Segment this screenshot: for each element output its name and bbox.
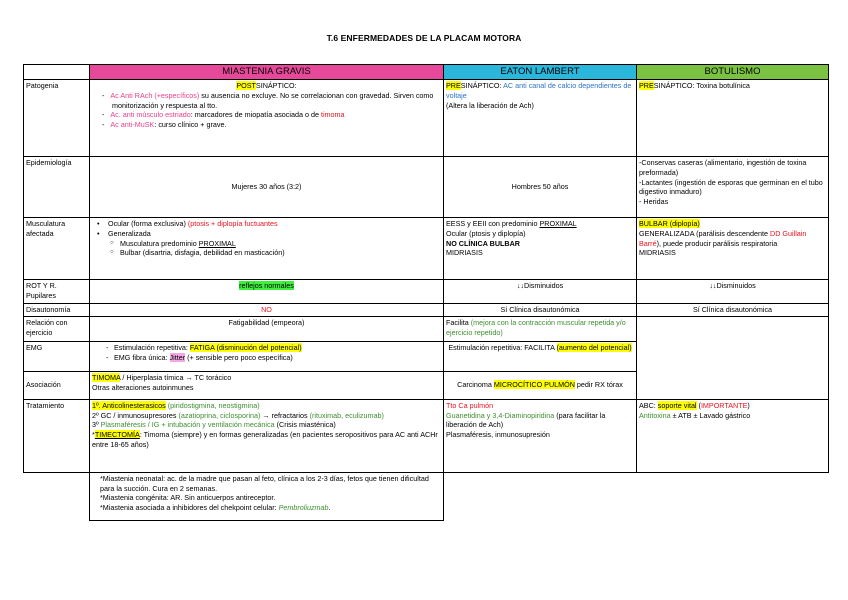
cell-mg-emg: - Estimulación repetitiva: FATIGA (disminución del potencial) - EMG fibra única: Jitter (+ sensible pero poco específica) <box>90 341 444 371</box>
header-empty <box>24 65 90 80</box>
row-musculatura <box>24 218 829 280</box>
document-title: T.6 ENFERMEDADES DE LA PLACAM MOTORA <box>326 33 522 43</box>
cell-mg-asociacion: TIMOMA / Hiperplasia tímica → TC torácico Otras alteraciones autoinmunes <box>90 371 444 399</box>
notes-empty-el <box>444 472 637 520</box>
cell-mg-rot: reflejos normales <box>90 280 444 304</box>
row-label: ROT Y R. Pupilares <box>24 280 90 304</box>
row-epidemiologia <box>24 157 829 218</box>
cell-bo-epidemiologia: -Conservas caseras (alimentario, ingestión de toxina preformada) -Lactantes (ingestión de esporas que germinan en el tubo digestivo inmaduro) - Heridas <box>637 157 829 218</box>
ac-anti-rach-line: - Ac Anti RAch (+específicos) su ausencia no excluye. No se correlacionan con gravedad. Sirven como monitorización y respuesta al tto. <box>102 90 434 110</box>
cell-el-relacion: Facilita (mejora con la contracción muscular repetida y/o ejercicio repetido) <box>444 316 637 341</box>
row-label: Tratamiento <box>24 399 90 472</box>
ac-anti-musculo-line: - Ac. anti músculo estriado: marcadores de miopatía asociada o de timoma <box>102 110 345 120</box>
row-relacion-ejercicio <box>24 316 829 341</box>
cell-el-musculatura: EESS y EEII con predominio PROXIMAL Ocular (ptosis y diplopía) NO CLÍNICA BULBAR MIDRIASIS <box>444 218 637 280</box>
row-label: Asociación <box>24 371 90 399</box>
cell-el-rot: ↓↓Disminuidos <box>444 280 637 304</box>
row-disautonomia <box>24 304 829 317</box>
comparison-table <box>23 64 829 521</box>
header-botulismo: BOTULISMO <box>637 65 829 80</box>
cell-bo-rot: ↓↓Disminuidos <box>637 280 829 304</box>
cell-mg-epidemiologia: Mujeres 30 años (3:2) <box>90 157 444 218</box>
cell-bo-disautonomia: Sí Clínica disautonómica <box>637 304 829 317</box>
cell-el-tratamiento: Tto Ca pulmón Guanetidina y 3,4-Diaminopiridina (para facilitar la liberación de Ach) Plasmaféresis, inmunosupresión <box>444 399 637 472</box>
cell-mg-relacion: Fatigabilidad (empeora) <box>90 316 444 341</box>
header-row <box>24 65 829 80</box>
cell-el-patogenia: PRESINÁPTICO: AC anti canal de calcio dependientes de voltaje (Altera la liberación de Ach) <box>444 80 637 157</box>
cell-el-asociacion: Carcinoma MICROCÍTICO PULMÓN pedir RX tórax <box>444 371 637 399</box>
cell-bo-musculatura: BULBAR (diplopía) GENERALIZADA (parálisis descendente DD Guillain Barré), puede producir parálisis respiratoria MIDRIASIS <box>637 218 829 280</box>
row-patogenia <box>24 80 829 157</box>
row-label: Musculatura afectada <box>24 218 90 280</box>
cell-mg-patogenia <box>90 80 444 157</box>
cell-mg-musculatura: • Ocular (forma exclusiva) (ptosis + diplopía fuctuantes • Generalizada ○ Musculatura predominio PROXIMAL ○ Bulbar (disartria, disfagia, debilidad en masticación) <box>90 218 444 280</box>
cell-el-disautonomia: Sí Clínica disautonómica <box>444 304 637 317</box>
row-label: Patogenia <box>24 80 90 157</box>
row-label: Epidemiología <box>24 157 90 218</box>
ac-anti-musk-line: - Ac anti-MuSK: curso clínico + grave. <box>102 120 227 130</box>
cell-mg-disautonomia: NO <box>90 304 444 317</box>
row-notas <box>24 472 829 520</box>
cell-bo-empty <box>637 316 829 399</box>
row-label: Relación con ejercicio <box>24 316 90 341</box>
cell-mg-notas: *Miastenia neonatal: ac. de la madre que pasan al feto, clínica a los 2-3 días, fetos que tienen dificultad para la succión. Cura en 2 semanas. *Miastenia congénita: AR. Sin anticuerpos antireceptor. *Miastenia asociada a inhibidores del chekpoint celular: Pembroliuzmab. <box>90 472 444 520</box>
row-tratamiento <box>24 399 829 472</box>
cell-mg-tratamiento: 1º. Anticolinesterasicos (piridostigmina, neostigmina) 2º GC / inmunosupresores (azatioprina, ciclosporina) → refractarios (rituximab, eculizumab) 3º Plasmaféresis / IG + intubación y ventilación mecánica (Crisis miasténica) *TIMECTOMÍA: Timoma (siempre) y en formas generalizadas (en pacientes seropositivos para AC anti ACHr entre 18-65 años) <box>90 399 444 472</box>
row-label: Disautonomía <box>24 304 90 317</box>
cell-bo-patogenia: PRESINÁPTICO: Toxina botulínica <box>637 80 829 157</box>
row-rot <box>24 280 829 304</box>
header-eaton-lambert: EATON LAMBERT <box>444 65 637 80</box>
header-miastenia-gravis: MIASTENIA GRAVIS <box>90 65 444 80</box>
notes-label-empty <box>24 472 90 520</box>
row-label: EMG <box>24 341 90 371</box>
cell-el-epidemiologia: Hombres 50 años <box>444 157 637 218</box>
cell-el-emg: Estimulación repetitiva: FACILITA (aumento del potencial) <box>444 341 637 371</box>
postsinaptico-line: POSTSINÁPTICO: <box>236 81 297 90</box>
notes-empty-bo <box>637 472 829 520</box>
cell-bo-tratamiento: ABC: soporte vital (IMPORTANTE) Antitoxina ± ATB ± Lavado gástrico <box>637 399 829 472</box>
